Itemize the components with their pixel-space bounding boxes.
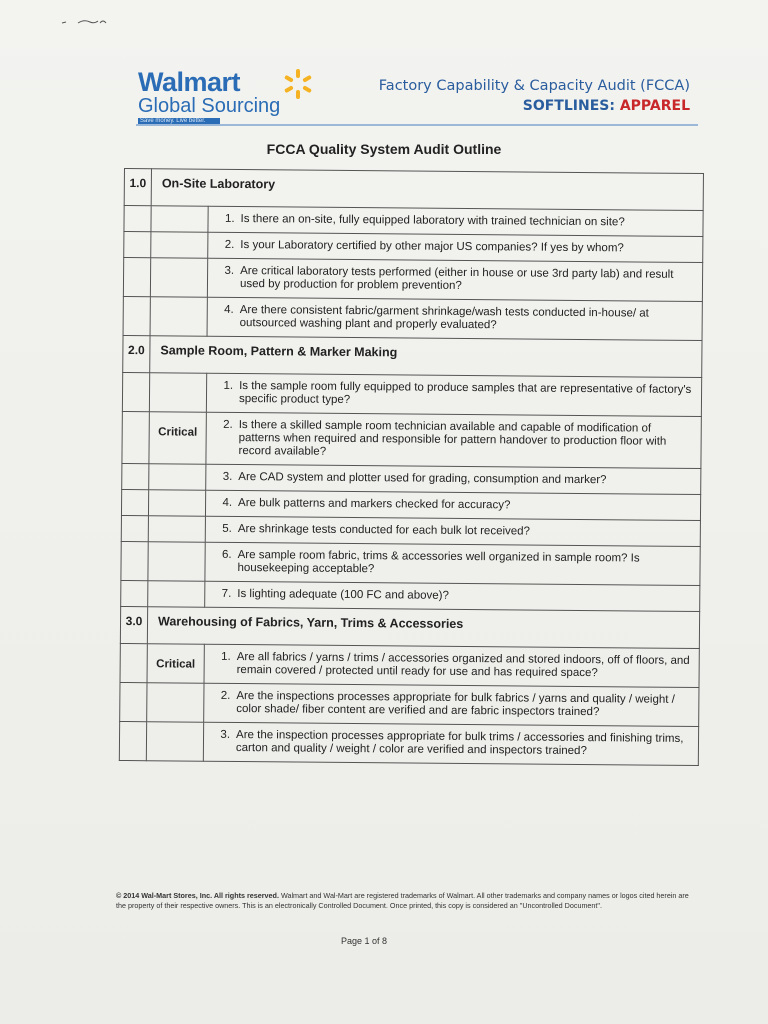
header-divider — [136, 124, 698, 126]
walmart-global-sourcing-logo — [138, 68, 338, 126]
item-flag — [149, 464, 206, 490]
item-blank-cell — [121, 515, 148, 541]
page-number: Page 1 of 8 — [341, 936, 388, 946]
item-question-cell — [204, 644, 699, 687]
item-number: 3. — [224, 264, 235, 277]
audit-item-row — [122, 411, 701, 468]
item-question: Is your Laboratory certified by other major US companies? If yes by whom? — [240, 239, 624, 255]
item-blank-cell — [119, 721, 146, 760]
item-blank-cell — [122, 411, 149, 463]
item-number: 3. — [220, 728, 231, 741]
item-number: 4. — [222, 496, 233, 509]
item-flag — [148, 581, 205, 607]
item-question: Are shrinkage tests conducted for each bulk lot received? — [237, 523, 531, 538]
item-flag — [150, 297, 207, 336]
item-question: Is there a skilled sample room technician available and capable of modification of patterns when required and responsible for pattern handover to production floor with record available? — [238, 419, 667, 458]
copyright-notice — [116, 891, 690, 911]
audit-category — [379, 96, 690, 116]
item-blank-cell — [122, 463, 149, 489]
document-title: FCCA Quality System Audit Outline — [266, 141, 502, 157]
item-number: 6. — [221, 548, 232, 561]
section-header-row — [120, 606, 699, 648]
item-question: Are CAD system and plotter used for grading, consumption and marker? — [238, 471, 607, 487]
item-flag — [149, 373, 206, 412]
item-blank-cell — [120, 643, 147, 682]
item-flag — [151, 206, 208, 232]
item-flag: Critical — [147, 644, 204, 683]
item-question: Are all fabrics / yarns / trims / accessories organized and stored indoors, off of floors, and remain covered / protected until ready for use and has required space? — [236, 651, 690, 680]
item-question: Are sample room fabric, trims & accessories well organized in sample room? Is housekeeping acceptable? — [237, 549, 640, 576]
item-blank-cell — [123, 296, 150, 335]
item-number: 2. — [223, 418, 233, 431]
item-blank-cell — [121, 541, 148, 580]
section-number: 3.0 — [120, 606, 147, 643]
section-header-row — [123, 335, 702, 377]
item-number: 1. — [224, 212, 235, 225]
copyright-bold: © 2014 Wal-Mart Stores, Inc. All rights reserved. — [116, 891, 279, 900]
logo-brand-text: Walmart — [138, 67, 241, 97]
item-question: Are critical laboratory tests performed (either in house or use 3rd party lab) and result used by production for problem prevention? — [239, 265, 674, 292]
category-label: SOFTLINES: — [522, 98, 620, 114]
walmart-spark-icon — [280, 68, 316, 100]
audit-outline-table — [119, 168, 704, 766]
item-question: Are the inspections processes appropriate for bulk fabrics / yarns and quality / weight / color shade/ fiber content are verified and are fabric inspectors trained? — [236, 690, 675, 719]
item-number: 7. — [221, 587, 232, 600]
item-number: 4. — [224, 303, 234, 316]
logo-tagline-bar: Save money. Live better. — [138, 118, 220, 125]
item-question-cell — [207, 297, 702, 340]
audit-header — [379, 76, 690, 116]
item-flag — [146, 722, 203, 761]
section-title: Warehousing of Fabrics, Yarn, Trims & Accessories — [147, 607, 699, 649]
audit-item-row — [123, 258, 702, 302]
item-question-cell — [203, 722, 698, 765]
section-number: 1.0 — [124, 169, 151, 206]
item-number: 2. — [224, 238, 235, 251]
item-number: 1. — [221, 650, 231, 663]
item-question: Is there an on-site, fully equipped laboratory with trained technician on site? — [240, 213, 625, 229]
item-blank-cell — [120, 682, 147, 721]
section-title: Sample Room, Pattern & Marker Making — [150, 336, 702, 378]
audit-item-row — [123, 296, 702, 340]
copyright-text: Walmart and Wal-Mart are registered trademarks of Walmart. All other trademarks and company names or logos cited herein are the property of their respective owners. This is an electronically Controlled Document. Once printed, this copy is considered an "Uncontrolled Document". — [116, 891, 689, 910]
audit-item-row — [122, 372, 701, 416]
pen-mark-scribble — [60, 14, 120, 28]
audit-item-row — [121, 541, 700, 585]
item-number: 2. — [220, 689, 231, 702]
item-question: Are bulk patterns and markers checked for accuracy? — [238, 497, 511, 512]
item-number: 3. — [222, 470, 233, 483]
section-title: On-Site Laboratory — [151, 169, 703, 211]
item-question-cell — [206, 412, 701, 468]
item-flag — [148, 490, 205, 516]
section-number: 2.0 — [123, 335, 150, 372]
item-blank-cell — [123, 258, 150, 297]
section-header-row — [124, 169, 703, 211]
item-flag — [148, 542, 205, 581]
audit-title: Factory Capability & Capacity Audit (FCCA) — [378, 78, 690, 94]
item-blank-cell — [121, 489, 148, 515]
item-question-cell — [205, 542, 700, 585]
item-question: Is the sample room fully equipped to produce samples that are representative of factory's specific product type? — [238, 380, 692, 406]
item-blank-cell — [121, 580, 148, 606]
item-blank-cell — [124, 232, 151, 258]
audit-item-row — [120, 682, 699, 726]
item-flag — [151, 232, 208, 258]
item-flag — [148, 516, 205, 542]
logo-subtitle: Global Sourcing — [138, 95, 281, 117]
item-blank-cell — [122, 372, 149, 411]
item-question: Are the inspection processes appropriate for bulk trims / accessories and finishing trims, carton and quality / weight / color are verified and inspectors trained? — [235, 728, 684, 758]
item-question-cell — [206, 373, 701, 416]
item-question: Is lighting adequate (100 FC and above)? — [237, 588, 449, 602]
item-flag — [150, 258, 207, 297]
item-question-cell — [204, 683, 699, 726]
item-blank-cell — [124, 206, 151, 232]
item-question: Are there consistent fabric/garment shrinkage/wash tests conducted in-house/ at outsourced washing plant and properly evaluated? — [239, 304, 649, 332]
category-highlight: APPAREL — [619, 98, 690, 114]
item-number: 1. — [223, 379, 234, 392]
audit-item-row — [119, 721, 698, 765]
item-flag — [147, 683, 204, 722]
item-number: 5. — [222, 522, 232, 535]
item-question-cell — [207, 258, 702, 301]
audit-item-row — [120, 643, 699, 687]
item-flag: Critical — [149, 412, 206, 464]
